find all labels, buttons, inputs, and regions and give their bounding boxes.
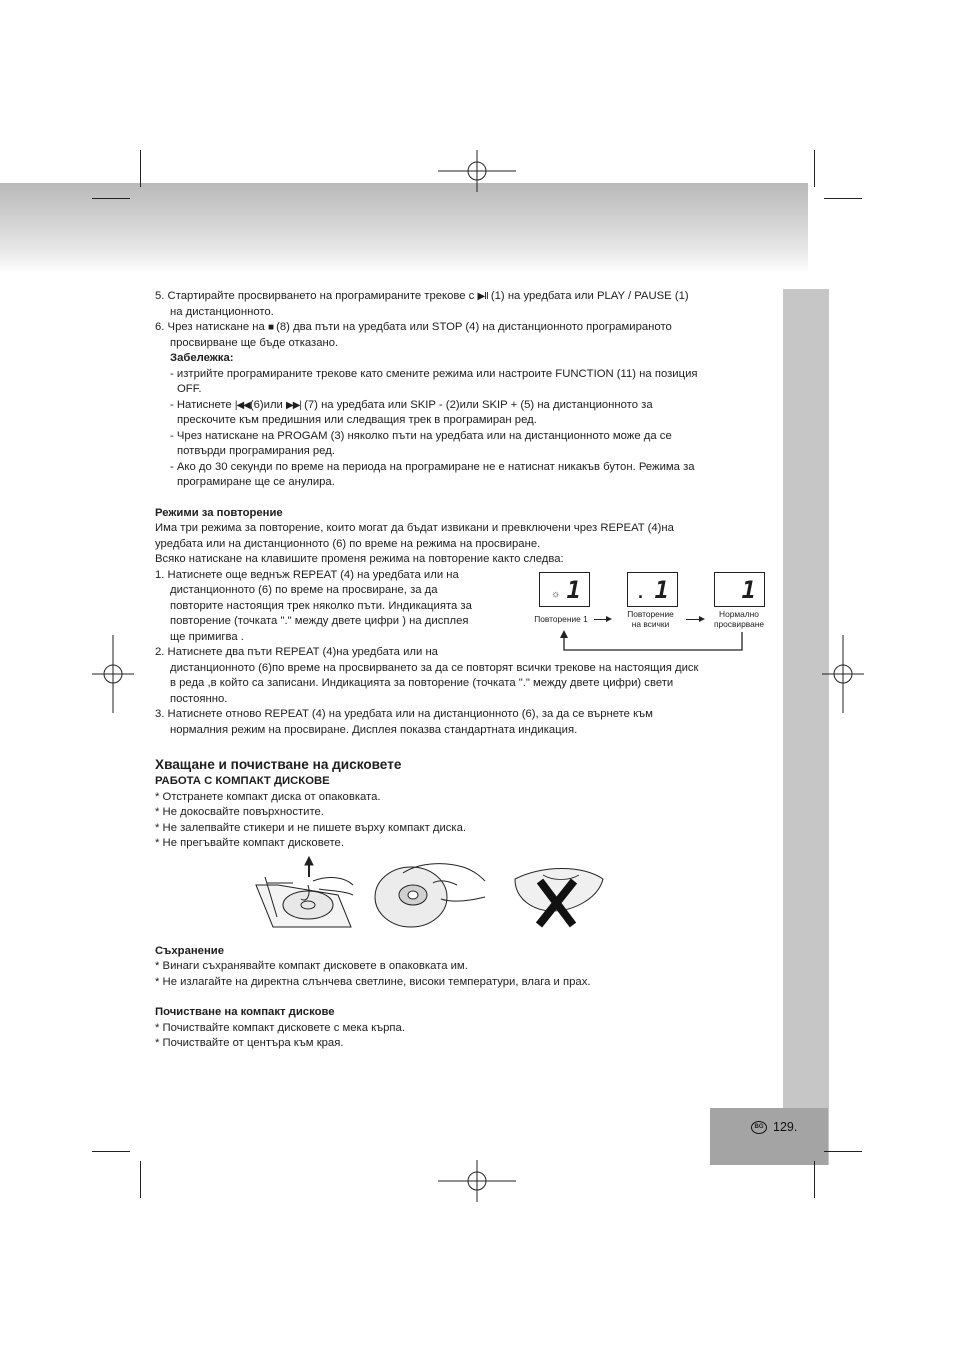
note-4-cont: програмиране ще се анулира.: [177, 476, 335, 488]
discs-bullet-4: * Не прегъвайте компакт дисковете.: [155, 837, 344, 849]
step-6-cont: просвирване ще бъде отказано.: [170, 336, 339, 349]
note-2-cont: прескочите към предишния или следващия трек в програмиран ред.: [177, 414, 537, 426]
do-not-bend-illustration: [515, 869, 603, 926]
step-5-text-b: (1) на уредбата или PLAY / PAUSE (1): [490, 290, 689, 302]
note-1-cont: OFF.: [177, 383, 202, 395]
step-6: [155, 320, 780, 336]
display-repeat-all: . 1: [627, 572, 678, 607]
step-5: [155, 289, 780, 305]
side-strip: [783, 289, 829, 1165]
registration-mark-top: [438, 150, 516, 192]
play-pause-icon: ▶II: [477, 291, 488, 302]
display-digit: 1: [654, 576, 669, 604]
note-4: - Ако до 30 секунди по време на периода на програмиране не е натиснат никакъв бутон. Режима за: [170, 460, 695, 473]
language-badge: BG: [751, 1121, 767, 1134]
stop-icon: ■: [267, 322, 273, 333]
repeat-item-2-b: дистанционното (6)по време на просвирването за да се повторят всички трекове на настоящия диск: [170, 661, 699, 674]
page-number-box: [710, 1108, 828, 1165]
step-5-text: 5. Стартирайте просвирването на програмираните трекове с: [155, 290, 475, 302]
step-5-cont: на дистанционното.: [170, 305, 274, 318]
arrow-icon: [686, 619, 703, 620]
repeat-title: Режими за повторение: [155, 506, 283, 519]
main-content: [155, 289, 780, 1052]
label-normal-a: Нормално: [719, 609, 759, 619]
display-normal: [714, 572, 765, 607]
display-digit: 1: [741, 576, 756, 604]
note-2: [155, 398, 780, 414]
registration-mark-right: [822, 635, 864, 713]
repeat-intro-2: уредбата или на дистанционното (6) по време на режима на просвиране.: [155, 537, 541, 550]
remove-disc-illustration: [256, 857, 353, 927]
repeat-item-3-b: нормалния режим на просвиране. Дисплея показва стандартната индикация.: [170, 723, 578, 736]
note-2-text: - Натиснете: [170, 398, 232, 411]
page-number: 129.: [773, 1120, 798, 1134]
repeat-item-2: 2. Натиснете два пъти REPEAT (4)на уредбата или на: [155, 646, 438, 658]
disc-handling-illustration: [253, 855, 608, 933]
cleaning-title: Почистване на компакт дискове: [155, 1006, 335, 1018]
blink-icon: ☼: [551, 589, 561, 600]
label-repeat-one: Повторение 1: [534, 614, 588, 624]
note-3-cont: потвърди програмирания ред.: [177, 445, 335, 457]
discs-bullet-3: * Не залепвайте стикери и не пишете върху компакт диска.: [155, 821, 467, 834]
display-repeat-one: [539, 572, 590, 607]
header-band: [0, 183, 808, 273]
cleaning-bullet-1: * Почиствайте компакт дисковете с мека кърпа.: [155, 1021, 405, 1034]
skip-forward-icon: ▶▶|: [286, 399, 301, 411]
discs-heading: Хващане и почистване на дисковете: [155, 757, 402, 772]
repeat-mode-figure: [528, 572, 773, 656]
repeat-item-2-d: постоянно.: [170, 692, 228, 705]
skip-back-icon: |◀◀: [234, 399, 250, 411]
note-3: - Чрез натискане на PROGAM (3) няколко пъти на уредбата или на дистанционното може да се: [170, 429, 672, 442]
repeat-item-1-c: повторите настоящия трек няколко пъти. Индикацията за: [170, 599, 472, 612]
note-2-text-c: (7) на уредбата или SKIP - (2)или SKIP + (5) на дистанционното за: [304, 398, 653, 411]
step-6-text: 6. Чрез натискане на: [155, 321, 265, 333]
note-title: Забележка:: [170, 352, 234, 364]
repeat-item-1: 1. Натиснете още веднъж REPEAT (4) на уредбата или на: [155, 568, 459, 581]
label-repeat-all-b: на всички: [631, 619, 670, 629]
cleaning-bullet-2: * Почиствайте от центъра към края.: [155, 1037, 344, 1049]
repeat-intro-3: Всяко натискане на клавишите променя режима на повторение както следва:: [155, 553, 564, 565]
label-normal-b: просвирване: [713, 619, 765, 629]
return-arrow-icon: [558, 630, 748, 656]
discs-bullet-1: * Отстранете компакт диска от опаковката.: [155, 790, 381, 803]
repeat-intro-1: Има три режима за повторение, които могат да бъдат извикани и превключени чрез REPEAT (4)на: [155, 522, 674, 534]
discs-bullet-2: * Не докосвайте повърхностите.: [155, 806, 324, 818]
hold-disc-illustration: [375, 864, 485, 927]
repeat-item-1-d: повторение (точката "." между двете цифри ) на дисплея: [170, 615, 469, 627]
repeat-item-1-b: дистанционното (6) по време на просвиране, за да: [170, 584, 438, 596]
storage-bullet-2: * Не излагайте на директна слънчева светлине, високи температури, влага и прах.: [155, 975, 591, 988]
label-repeat-all-a: Повторение: [627, 609, 674, 619]
repeat-item-3: 3. Натиснете отново REPEAT (4) на уредбата или на дистанционното (6), за да се върнете към: [155, 708, 653, 720]
display-digit: 1: [566, 576, 581, 604]
registration-mark-left: [92, 635, 134, 713]
arrow-icon: [594, 619, 610, 620]
step-6-text-b: (8) два пъти на уредбата или STOP (4) на дистанционното програмираното: [276, 321, 672, 333]
repeat-item-1-e: ще примигва .: [170, 630, 244, 643]
storage-title: Съхранение: [155, 944, 225, 957]
repeat-item-2-c: в реда ,в който са записани. Индикацията за повторение (точката "." между двете цифри) свети: [170, 677, 674, 689]
discs-subheading: РАБОТА С КОМПАКТ ДИСКОВЕ: [155, 775, 330, 787]
note-1: - изтрийте програмираните трекове като смените режима или настроите FUNCTION (11) на позиция: [170, 367, 698, 380]
note-2-text-b: (6)или: [249, 398, 283, 411]
registration-mark-bottom: [438, 1160, 516, 1202]
storage-bullet-1: * Винаги съхранявайте компакт дисковете в опаковката им.: [155, 960, 468, 972]
